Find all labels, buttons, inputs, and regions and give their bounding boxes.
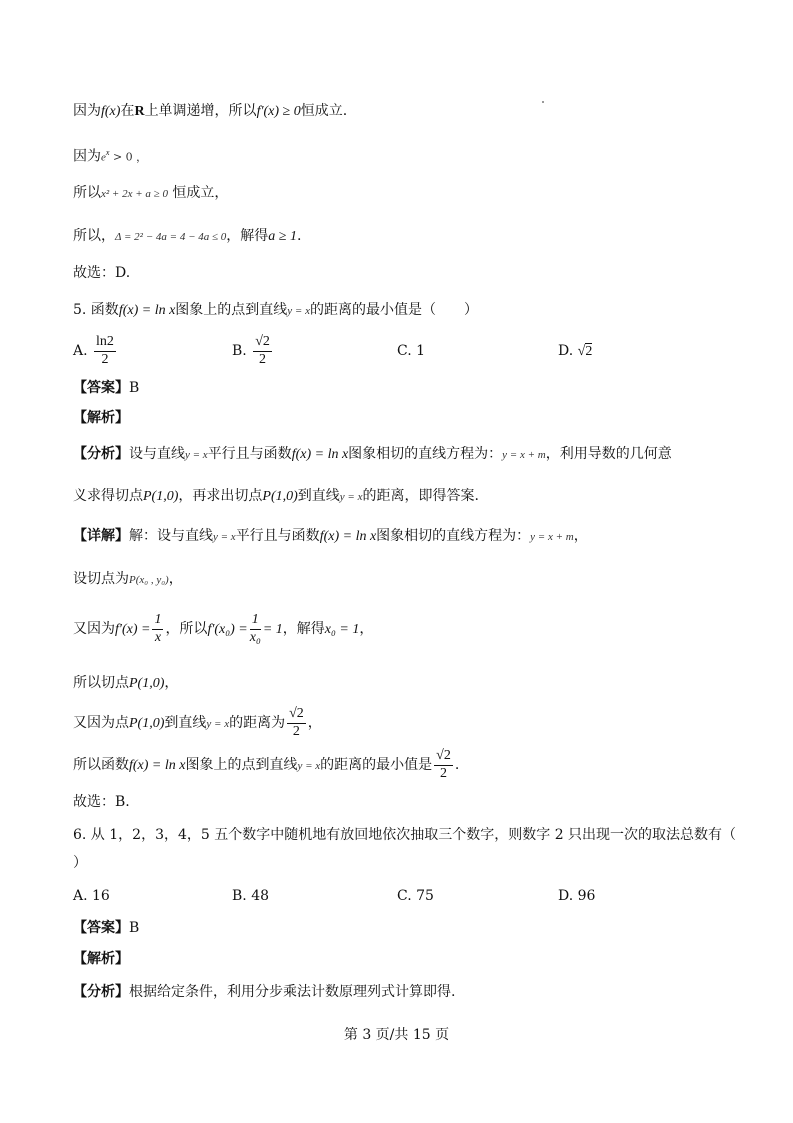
answer-6: 【答案】B — [73, 920, 140, 936]
page-footer: 第 3 页/共 15 页 — [343, 1027, 450, 1043]
question-6: 6. 从 1，2，3，4，5 五个数字中随机地有放回地依次抽取三个数字，则数字 2 只出现一次的取法总数有（ — [73, 827, 737, 843]
stray-dot — [542, 101, 544, 103]
text-line-4: 所以，Δ = 2² − 4a = 4 − 4a ≤ 0，解得a ≥ 1. — [73, 228, 302, 244]
analysis-line-2: 义求得切点P(1,0)，再求出切点P(1,0)到直线y = x的距离，即得答案. — [73, 488, 479, 504]
detail-line-1: 【详解】解：设与直线y = x平行且与函数f(x) = ln x图象相切的直线方程为：y = x + m， — [73, 528, 588, 544]
detail-line-4: 所以切点P(1,0)， — [73, 675, 179, 691]
choice-line-d: 故选：D. — [73, 265, 131, 281]
q6-option-b: B. 48 — [232, 888, 270, 904]
detail-line-2: 设切点为P(x₀ , y₀)， — [73, 571, 183, 587]
q5-option-d: D. √2 — [558, 343, 593, 359]
analysis-6: 【分析】根据给定条件，利用分步乘法计数原理列式计算即得. — [73, 984, 456, 1000]
choice-line-b: 故选：B. — [73, 794, 130, 810]
answer-5: 【答案】B — [73, 380, 140, 396]
q6-option-d: D. 96 — [558, 888, 596, 904]
q5-option-b: B. $\frac{√2}{2}$ — [232, 334, 270, 367]
q5-option-c: C. 1 — [397, 343, 426, 359]
question-6-close: ） — [73, 855, 87, 871]
detail-line-6: 所以函数f(x) = ln x图象上的点到直线y = x的距离的最小值是 $\frac{√2}{2}$ . — [73, 748, 460, 781]
q6-option-c: C. 75 — [397, 888, 434, 904]
question-5: 5. 函数f(x) = ln x图象上的点到直线y = x的距离的最小值是（ ） — [73, 302, 478, 318]
text-line-3: 所以x² + 2x + a ≥ 0 恒成立， — [73, 185, 229, 201]
text-line-1: 因为f(x)在R上单调递增，所以f′(x) ≥ 0恒成立. — [73, 103, 348, 119]
detail-line-5: 又因为点P(1,0)到直线y = x的距离为 $\frac{√2}{2}$ ， — [73, 706, 322, 739]
analysis-line-1: 【分析】设与直线y = x平行且与函数f(x) = ln x图象相切的直线方程为：y = x + m，利用导数的几何意 — [73, 446, 672, 462]
q5-option-a: A. $\frac{\ln 2}{2}$ — [73, 334, 114, 367]
analysis-heading-5: 【解析】 — [73, 410, 129, 426]
detail-line-3: 又因为f′(x) = $\frac{1}{x}$ ，所以f′(x₀) = $\frac{1}{\text{x₀}}$ = 1，解得x₀ = 1， — [73, 612, 374, 645]
q6-option-a: A. 16 — [73, 888, 110, 904]
analysis-heading-6: 【解析】 — [73, 951, 129, 967]
text-line-2: 因为$e^x > 0$ ， — [73, 148, 148, 165]
